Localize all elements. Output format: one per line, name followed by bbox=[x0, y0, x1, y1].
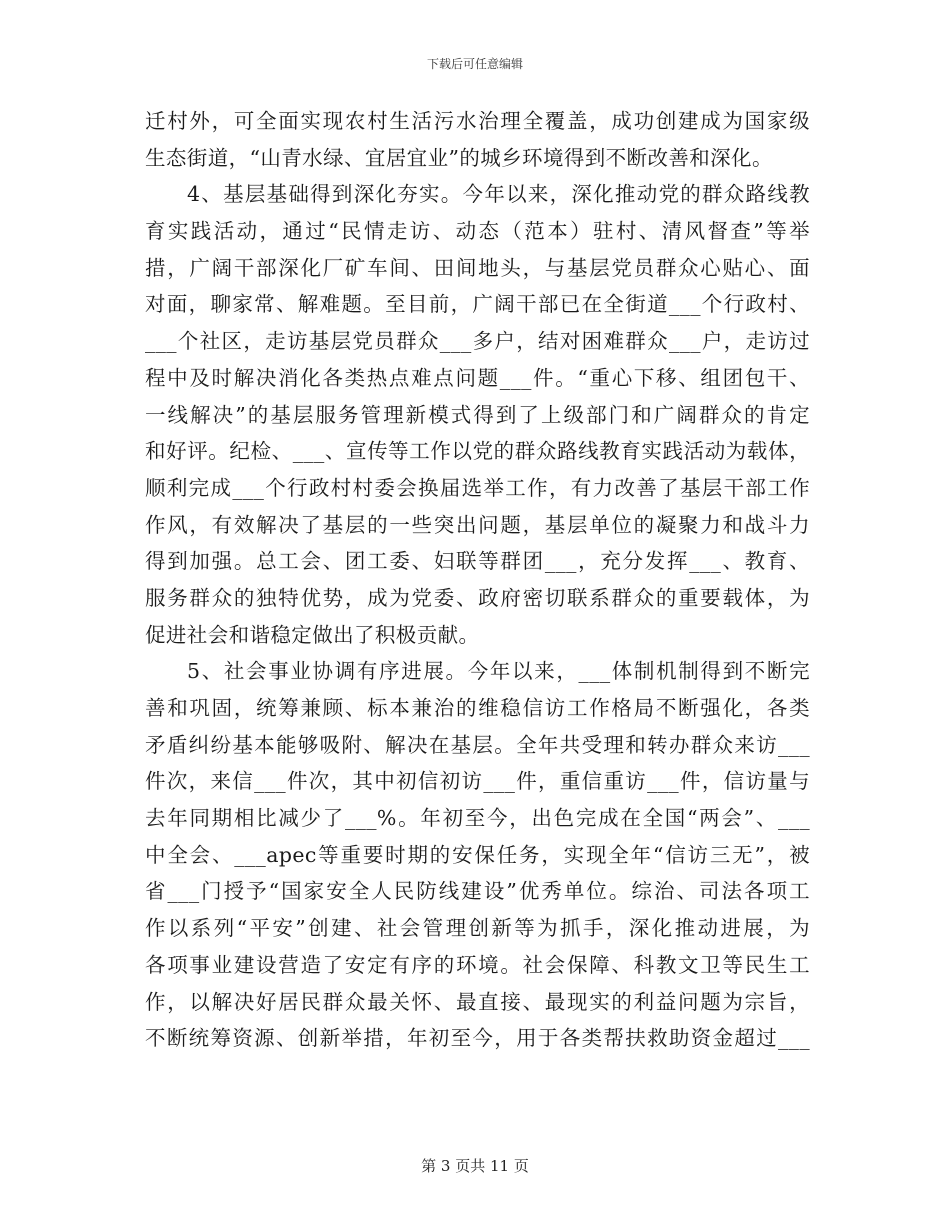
text-line: 省___门授予“国家安全人民防线建设”优秀单位。综治、司法各项工 bbox=[145, 879, 810, 904]
text-line: 不断统筹资源、创新举措，年初至今，用于各类帮扶救助资金超过___ bbox=[145, 1026, 810, 1051]
text-line: 去年同期相比减少了___%。年初至今，出色完成在全国“两会”、___ bbox=[145, 806, 810, 831]
text-line: 措，广阔干部深化厂矿车间、田间地头，与基层党员群众心贴心、面 bbox=[145, 255, 810, 280]
text-line: 得到加强。总工会、团工委、妇联等群团___，充分发挥___、教育、 bbox=[145, 549, 810, 574]
text-line: 对面，聊家常、解难题。至目前，广阔干部已在全街道___个行政村、 bbox=[145, 292, 810, 317]
text-line: 作以系列“平安”创建、社会管理创新等为抓手，深化推动进展，为 bbox=[145, 916, 810, 941]
text-line: 矛盾纠纷基本能够吸附、解决在基层。全年共受理和转办群众来访___ bbox=[145, 732, 810, 757]
text-line: 育实践活动，通过“民情走访、动态（范本）驻村、清风督查”等举 bbox=[145, 219, 810, 244]
text-line: 促进社会和谐稳定做出了积极贡献。 bbox=[145, 622, 480, 647]
text-line: 作，以解决好居民群众最关怀、最直接、最现实的利益问题为宗旨， bbox=[145, 989, 810, 1014]
text-line: 和好评。纪检、___、宣传等工作以党的群众路线教育实践活动为载体， bbox=[145, 439, 810, 464]
text-line: 生态街道，“山青水绿、宜居宜业”的城乡环境得到不断改善和深化。 bbox=[145, 145, 773, 170]
paragraph-start-line: 4、基层基础得到深化夯实。今年以来，深化推动党的群众路线教 bbox=[187, 182, 810, 207]
text-line: 中全会、___apec等重要时期的安保任务，实现全年“信访三无”，被 bbox=[145, 842, 810, 867]
text-line: 件次，来信___件次，其中初信初访___件，重信重访___件，信访量与 bbox=[145, 769, 810, 794]
paragraph-start-line: 5、社会事业协调有序进展。今年以来，___体制机制得到不断完 bbox=[187, 659, 810, 684]
page-header: 下载后可任意编辑 bbox=[426, 57, 523, 71]
text-line: 迁村外，可全面实现农村生活污水治理全覆盖，成功创建成为国家级 bbox=[145, 109, 810, 133]
text-line: 服务群众的独特优势，成为党委、政府密切联系群众的重要载体，为 bbox=[145, 585, 810, 610]
document-body bbox=[145, 103, 810, 1057]
text-line: ___个社区，走访基层党员群众___多户，结对困难群众___户，走访过 bbox=[145, 329, 810, 354]
text-line: 顺利完成___个行政村村委会换届选举工作，有力改善了基层干部工作 bbox=[145, 475, 810, 500]
text-line: 作风，有效解决了基层的一些突出问题，基层单位的凝聚力和战斗力 bbox=[145, 512, 810, 537]
text-line: 程中及时解决消化各类热点难点问题___件。“重心下移、组团包干、 bbox=[145, 365, 810, 390]
text-line: 一线解决”的基层服务管理新模式得到了上级部门和广阔群众的肯定 bbox=[145, 402, 810, 427]
page-footer: 第 3 页共 11 页 bbox=[421, 1157, 529, 1175]
text-line: 各项事业建设营造了安定有序的环境。社会保障、科教文卫等民生工 bbox=[145, 952, 810, 977]
text-line: 善和巩固，统筹兼顾、标本兼治的维稳信访工作格局不断强化，各类 bbox=[145, 696, 810, 720]
